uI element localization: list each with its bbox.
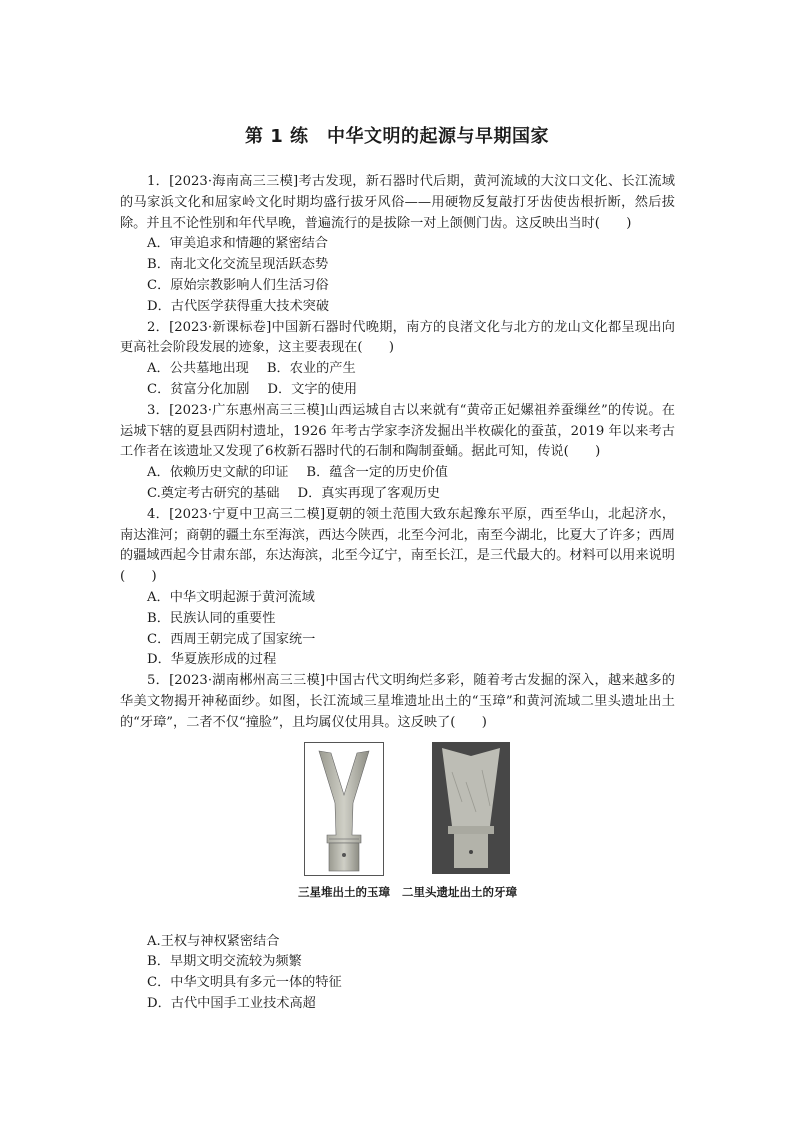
option-a: A．审美追求和情趣的紧密结合 [147,236,328,252]
option-c: C．西周王朝完成了国家统一 [147,631,316,647]
question-4 [120,505,675,671]
question-5 [120,671,675,1015]
option-c: C．原始宗教影响人们生活习俗 [147,277,329,293]
option-a: A．中华文明起源于黄河流域 [147,589,315,605]
option-row [120,359,675,380]
option-d: D．真实再现了客观历史 [297,485,440,501]
option-c: C.奠定考古研究的基础 [147,485,280,501]
option-d: D．古代中国手工业技术高超 [147,995,316,1011]
option-d: D．文字的使用 [267,381,358,397]
ya-zhang-photo [432,742,510,882]
option-b: B．农业的产生 [266,361,356,377]
question-3 [120,401,675,505]
artifact-figure [120,742,675,932]
question-stem: 5．[2023·湖南郴州高三三模]中国古代文明绚烂多彩，随着考古发掘的深入，越来越多的华美文物揭开神秘面纱。如图，长江流域三星堆遗址出土的“玉璋”和黄河流域二里头遗址出土的“牙璋”，二者不仅“撞脸”，且均属仪仗用具。这反映了( ) [120,673,675,730]
option-a: A.王权与神权紧密结合 [147,933,280,949]
question-1 [120,172,675,318]
figure-caption-right: 二里头遗址出土的牙璋 [402,884,517,899]
option-b: B．民族认同的重要性 [147,610,276,626]
option-d: D．古代医学获得重大技术突破 [147,298,330,314]
jade-zhang-photo [304,742,384,884]
option-row [120,484,675,505]
figure-caption-left: 三星堆出土的玉璋 [298,884,390,899]
question-stem: 3．[2023·广东惠州高三三模]山西运城自古以来就有“黄帝正妃嫘祖养蚕缫丝”的传说。在运城下辖的夏县西阴村遗址，1926 年考古学家李济发掘出半枚碳化的蚕茧，2019 年以来考古工作者在该遗址又发现了6枚新石器时代的石制和陶制蚕蛹。据此可知，传说( ) [120,402,675,460]
option-row [120,380,675,401]
page-title: 第 1 练 中华文明的起源与早期国家 [244,126,550,147]
option-b: B．南北文化交流呈现活跃态势 [147,257,329,273]
option-d: D．华夏族形成的过程 [147,652,277,668]
question-list [120,172,675,1015]
option-c: C．贫富分化加剧 [147,381,250,397]
option-c: C．中华文明具有多元一体的特征 [147,975,342,991]
question-stem: 4．[2023·宁夏中卫高三二模]夏朝的领土范围大致东起豫东平原，西至华山，北起济水，南达淮河；商朝的疆土东至海滨，西达今陕西，北至今河北，南至今湖北，比夏大了许多；西周的疆域西起今甘肃东部，东达海滨，北至今辽宁，南至长江，是三代最大的。材料可以用来说明( ) [120,506,675,585]
option-a: A．依赖历史文献的印证 [147,465,289,481]
question-stem: 1．[2023·海南高三三模]考古发现，新石器时代后期，黄河流域的大汶口文化、长江流域的马家浜文化和屈家岭文化时期均盛行拔牙风俗——用硬物反复敲打牙齿使齿根折断，然后拔除。并且不论性别和年代早晚，普遍流行的是拔除一对上颌侧门齿。这反映出当时( ) [120,174,675,231]
option-b: B．蕴含一定的历史价值 [306,465,448,481]
question-2 [120,318,675,401]
option-a: A．公共墓地出现 [147,361,249,377]
option-b: B．早期文明交流较为频繁 [147,954,302,970]
question-stem: 2．[2023·新课标卷]中国新石器时代晚期，南方的良渚文化与北方的龙山文化都呈现出向更高社会阶段发展的迹象，这主要表现在( ) [120,319,675,356]
option-row [120,463,675,484]
